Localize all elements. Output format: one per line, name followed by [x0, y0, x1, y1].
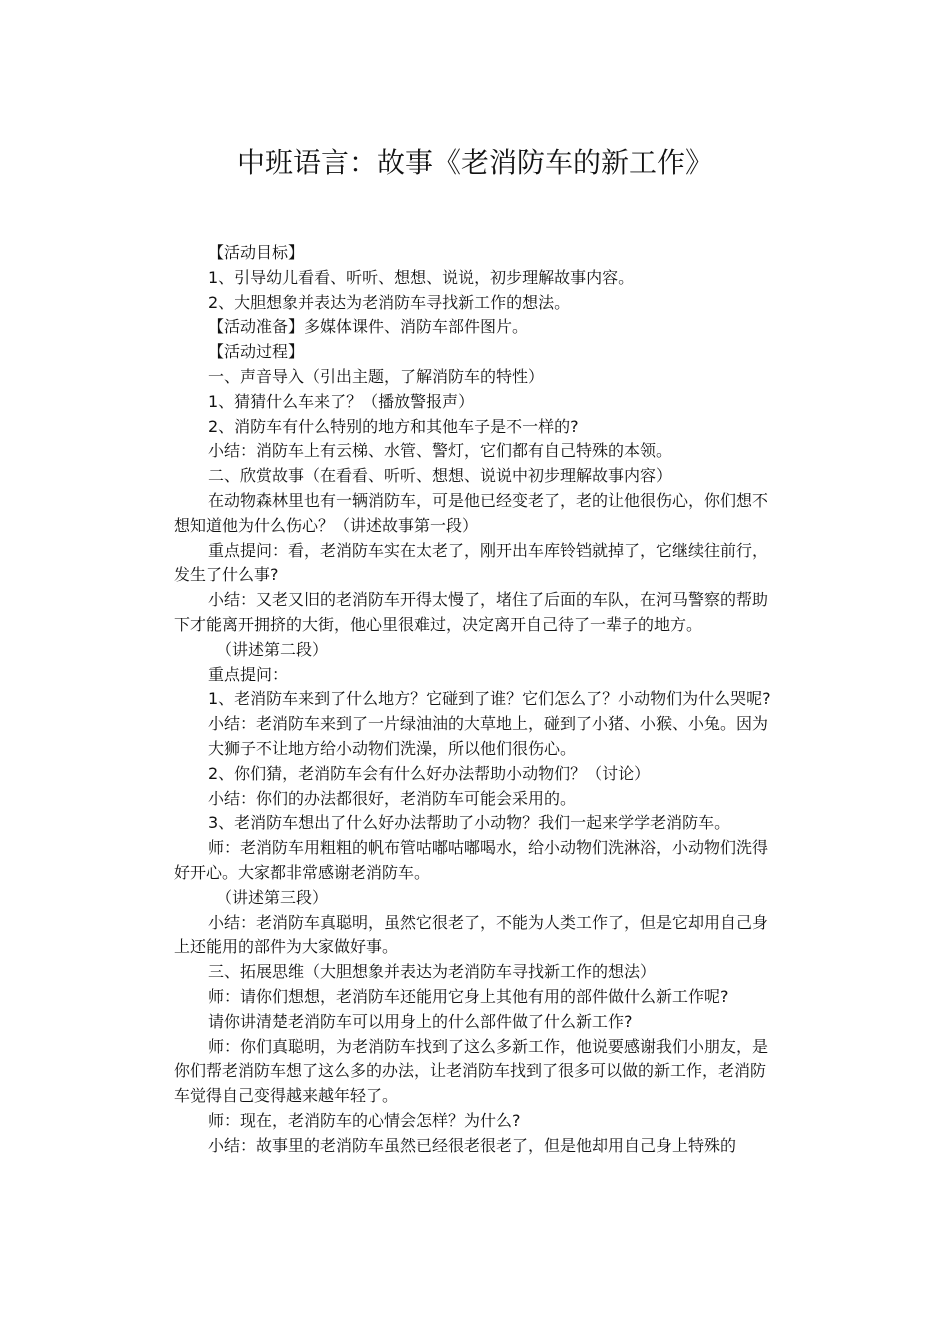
- paragraph: 师：老消防车用粗粗的帆布管咕嘟咕嘟喝水，给小动物们洗淋浴，小动物们洗得好开心。大家都非常感谢老消防车。: [174, 838, 769, 882]
- paragraph: 小结：消防车上有云梯、水管、警灯，它们都有自己特殊的本领。: [208, 441, 673, 461]
- paragraph: 2、大胆想象并表达为老消防车寻找新工作的想法。: [208, 292, 571, 312]
- paragraph: 重点提问：看，老消防车实在太老了，刚开出车库铃铛就掉了，它继续往前行，发生了什么事?: [174, 540, 769, 585]
- paragraph: 重点提问：: [208, 664, 289, 684]
- paragraph: 2、消防车有什么特别的地方和其他车子是不一样的?: [208, 416, 579, 436]
- paragraph: 小结：老消防车来到了一片绿油油的大草地上，碰到了小猪、小猴、小兔。因为: [208, 714, 769, 734]
- paragraph: 师：请你们想想，老消防车还能用它身上其他有用的部件做什么新工作呢?: [208, 986, 729, 1006]
- paragraph: 3、老消防车想出了什么好办法帮助了小动物？我们一起来学学老消防车。: [208, 813, 731, 833]
- paragraph: 1、老消防车来到了什么地方？它碰到了谁？它们怎么了？小动物们为什么哭呢?: [208, 689, 771, 709]
- document-title: 中班语言：故事《老消防车的新工作》: [236, 146, 713, 179]
- paragraph: 一、声音导入（引出主题，了解消防车的特性）: [208, 366, 545, 386]
- paragraph: 1、引导幼儿看看、听听、想想、说说，初步理解故事内容。: [208, 267, 635, 287]
- paragraph: 在动物森林里也有一辆消防车，可是他已经变老了，老的让他很伤心，你们想不想知道他为什么伤心？（讲述故事第一段）: [174, 490, 769, 535]
- paragraph: 师：你们真聪明，为老消防车找到了这么多新工作，他说要感谢我们小朋友，是你们帮老消防车想了这么多的办法，让老消防车找到了很多可以做的新工作，老消防车觉得自己变得越来越年轻了。: [174, 1036, 769, 1106]
- paragraph: 1、猜猜什么车来了？（播放警报声）: [208, 391, 475, 411]
- document-body: [174, 241, 774, 1158]
- paragraph: 小结：你们的办法都很好，老消防车可能会采用的。: [208, 788, 577, 808]
- paragraph: 小结：故事里的老消防车虽然已经很老很老了，但是他却用自己身上特殊的: [208, 1135, 737, 1155]
- paragraph: 小结：又老又旧的老消防车开得太慢了，堵住了后面的车队，在河马警察的帮助下才能离开拥挤的大街，他心里很难过，决定离开自己待了一辈子的地方。: [174, 590, 769, 634]
- paragraph: 三、拓展思维（大胆想象并表达为老消防车寻找新工作的想法）: [208, 962, 657, 982]
- paragraph: 师：现在，老消防车的心情会怎样？为什么?: [208, 1110, 521, 1130]
- paragraph: （讲述第二段）: [216, 639, 329, 659]
- section-heading-goals: 【活动目标】: [208, 243, 305, 262]
- paragraph: 二、欣赏故事（在看看、听听、想想、说说中初步理解故事内容）: [208, 466, 673, 486]
- paragraph: 大狮子不让地方给小动物们洗澡，所以他们很伤心。: [208, 738, 577, 758]
- section-heading-preparation: 【活动准备】多媒体课件、消防车部件图片。: [208, 317, 529, 337]
- section-heading-process: 【活动过程】: [208, 342, 305, 362]
- paragraph: 2、你们猜，老消防车会有什么好办法帮助小动物们？（讨论）: [208, 763, 651, 783]
- paragraph: 请你讲清楚老消防车可以用身上的什么部件做了什么新工作?: [208, 1011, 633, 1031]
- paragraph: 小结：老消防车真聪明，虽然它很老了，不能为人类工作了，但是它却用自己身上还能用的部件为大家做好事。: [174, 912, 769, 957]
- paragraph: （讲述第三段）: [216, 887, 329, 907]
